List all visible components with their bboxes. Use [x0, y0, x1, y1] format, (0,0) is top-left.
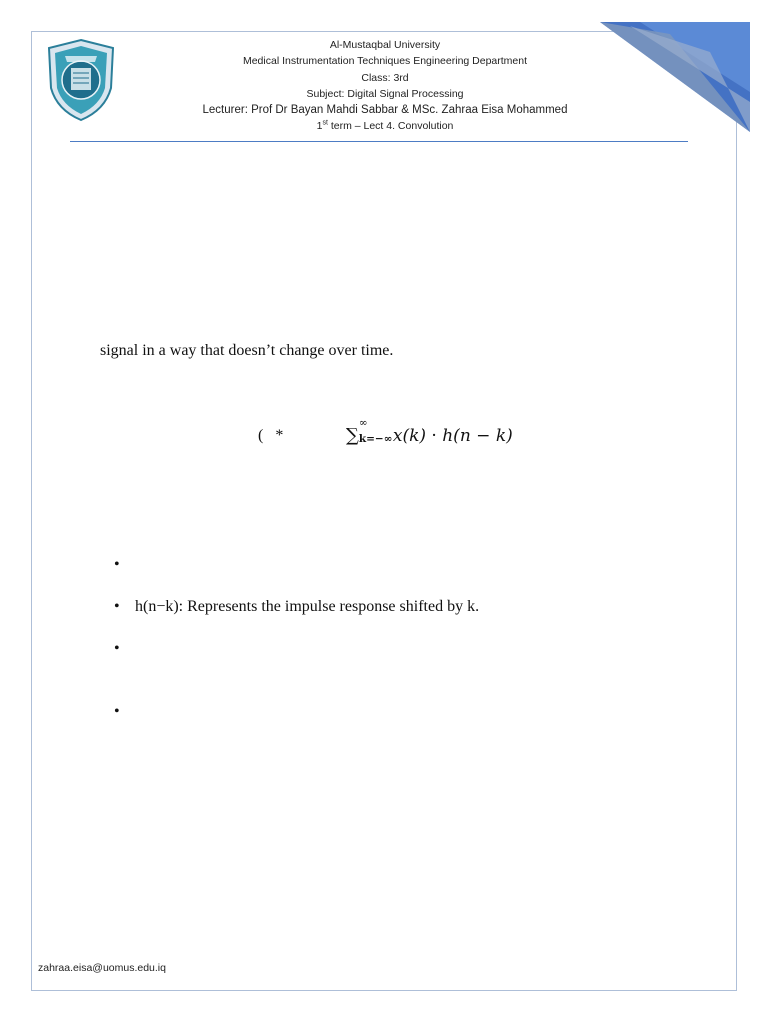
upper-limit: ∞	[358, 417, 368, 429]
convolution-equation	[346, 417, 513, 446]
document-header	[130, 37, 640, 135]
sigma-symbol: ∑	[346, 425, 359, 446]
footer-email: zahraa.eisa@uomus.edu.iq	[38, 962, 166, 974]
intro-paragraph: signal in a way that doesn’t change over time.	[100, 342, 394, 359]
lecturer-label: Lecturer: Prof Dr Bayan Mahdi Sabbar & MSc. Zahraa Eisa Mohammed	[202, 104, 568, 117]
h-term: h(n − k)	[442, 426, 513, 446]
sum-limits	[358, 417, 393, 445]
university-logo	[45, 38, 117, 122]
bullet-marker: •	[114, 556, 120, 573]
bullet-item-2: h(n−k): Represents the impulse response shifted by k.	[135, 598, 480, 615]
university-name: Al-Mustaqbal University	[329, 39, 441, 51]
term-label	[130, 118, 640, 134]
term-ordinal: 1	[316, 120, 323, 133]
department-name: Medical Instrumentation Techniques Engineering Department	[242, 55, 528, 68]
term-ordinal-suffix: st	[322, 119, 328, 127]
dot-operator: ·	[426, 426, 443, 446]
header-divider	[70, 141, 688, 142]
page-border	[31, 31, 737, 991]
equation-lhs: ( *	[258, 427, 284, 444]
bullet-marker: •	[114, 598, 120, 615]
bullet-marker: •	[114, 640, 120, 657]
subject-label: Subject: Digital Signal Processing	[306, 87, 464, 100]
term-rest: term – Lect 4. Convolution	[327, 120, 454, 133]
bullet-marker: •	[114, 703, 120, 720]
lower-limit: k=−∞	[358, 433, 393, 445]
x-term: x(k)	[392, 426, 427, 446]
class-label: Class: 3rd	[361, 71, 409, 84]
